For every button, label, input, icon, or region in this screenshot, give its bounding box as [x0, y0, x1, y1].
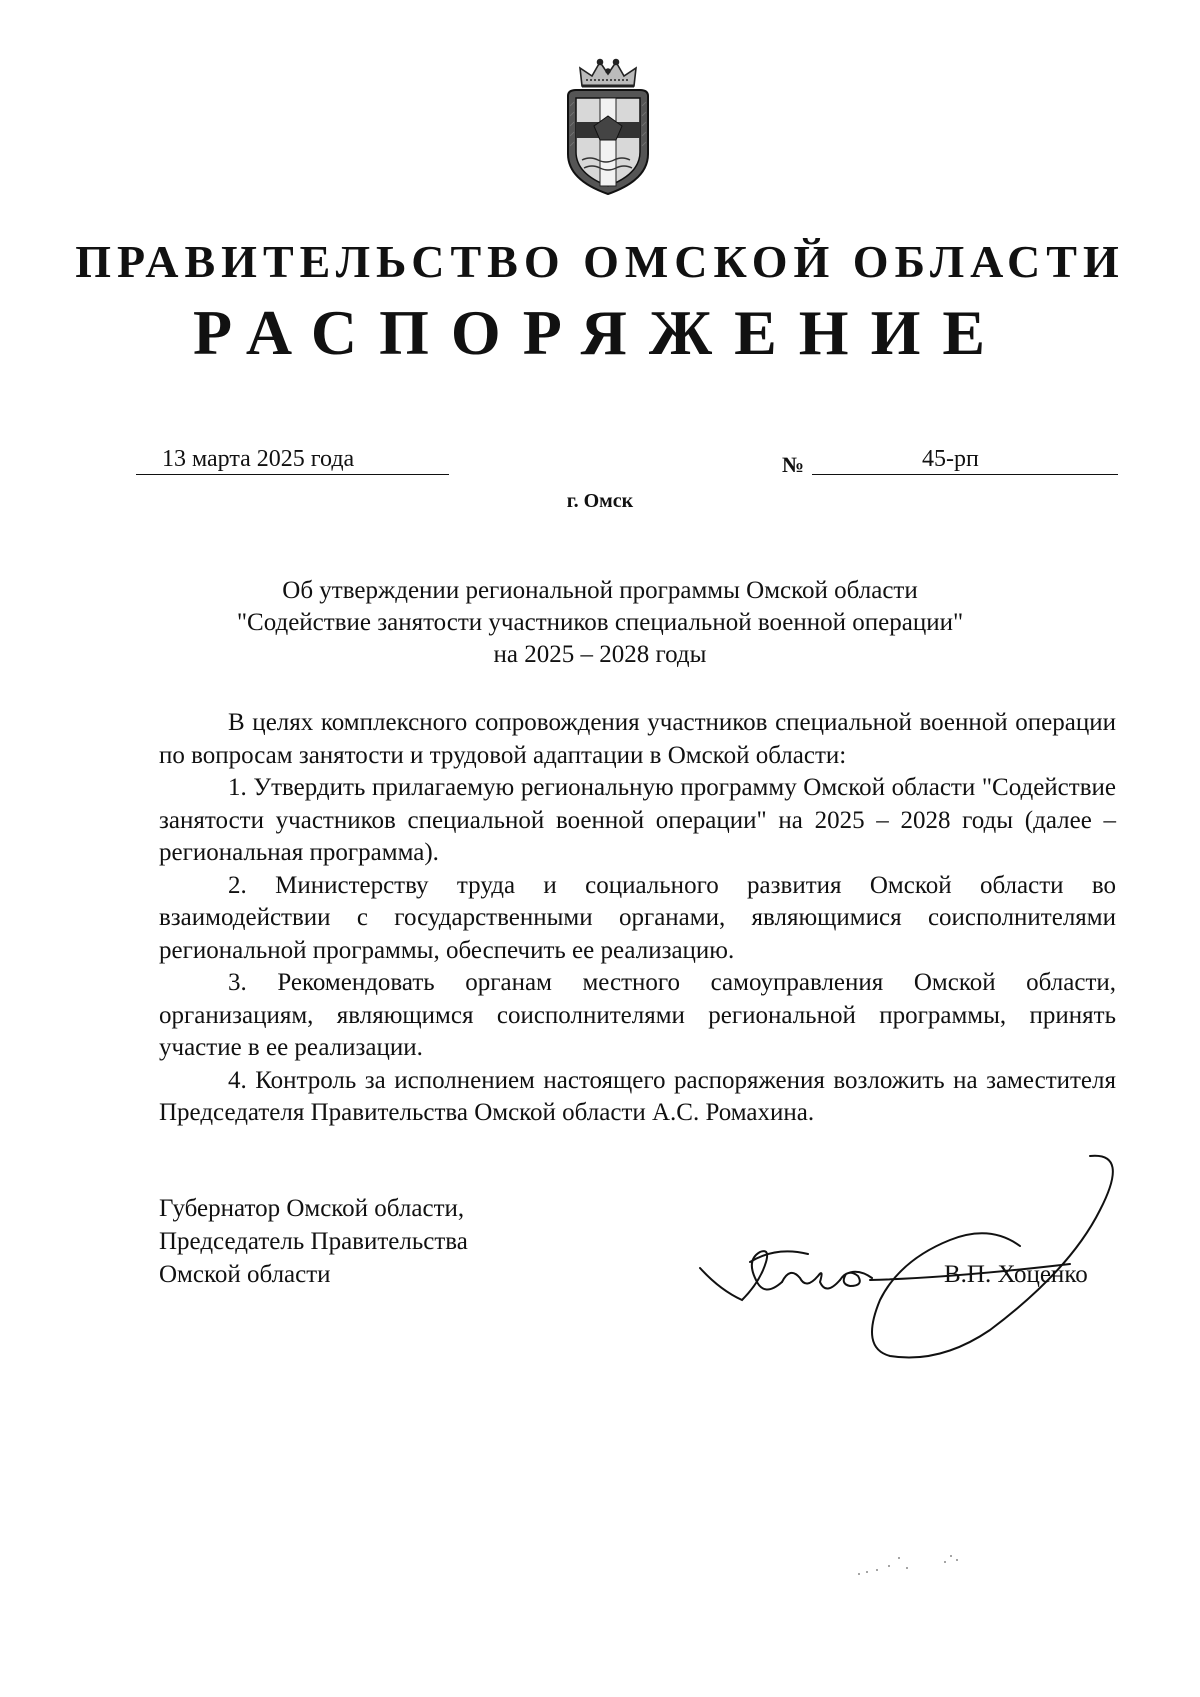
signatory-position	[159, 1192, 468, 1291]
subject-line: Об утверждении региональной программы Омской области	[282, 577, 918, 604]
signatory-position-line: Председатель Правительства	[159, 1228, 468, 1255]
body-paragraph-3: 3. Рекомендовать органам местного самоуправления Омской области, организациям, являющимся соисполнителями региональной программы, принять участие в ее реализации.	[159, 969, 1116, 1061]
government-title: ПРАВИТЕЛЬСТВО ОМСКОЙ ОБЛАСТИ	[75, 236, 1125, 287]
date-field	[136, 444, 449, 475]
number-field	[812, 444, 1118, 475]
document-city: г. Омск	[566, 490, 634, 512]
body-paragraph-preamble: В целях комплексного сопровождения участников специальной военной операции по вопросам занятости и трудовой адаптации в Омской области:	[159, 709, 1116, 769]
document-body	[159, 707, 1116, 1130]
document-number: 45-рп	[922, 446, 979, 472]
body-paragraph-1: 1. Утвердить прилагаемую региональную программу Омской области "Содействие занятости участников специальной военной операции" на 2025 – 2028 годы (далее – региональная программа).	[159, 774, 1116, 866]
body-paragraph-4: 4. Контроль за исполнением настоящего распоряжения возложить на заместителя Председателя Правительства Омской области А.С. Ромахина.	[159, 1066, 1116, 1126]
scan-noise	[855, 1548, 975, 1584]
document-subject	[160, 575, 1040, 671]
handwritten-signature-icon	[690, 1150, 1150, 1370]
signatory-position-line: Губернатор Омской области,	[159, 1195, 465, 1222]
document-type-title: РАСПОРЯЖЕНИЕ	[192, 297, 1008, 368]
number-sign: №	[782, 452, 805, 477]
signatory-name: В.П. Хоценко	[944, 1261, 1088, 1288]
subject-line: "Содействие занятости участников специальной военной операции"	[236, 609, 964, 636]
subject-line: на 2025 – 2028 годы	[493, 641, 707, 668]
body-paragraph-2: 2. Министерству труда и социального развития Омской области во взаимодействии с государственными органами, являющимися соисполнителями региональной программы, обеспечить ее реализацию.	[159, 871, 1116, 964]
omsk-coat-of-arms-icon	[560, 56, 656, 198]
document-date: 13 марта 2025 года	[162, 446, 355, 472]
crown-icon	[580, 60, 636, 87]
signatory-position-line: Омской области	[159, 1261, 331, 1288]
